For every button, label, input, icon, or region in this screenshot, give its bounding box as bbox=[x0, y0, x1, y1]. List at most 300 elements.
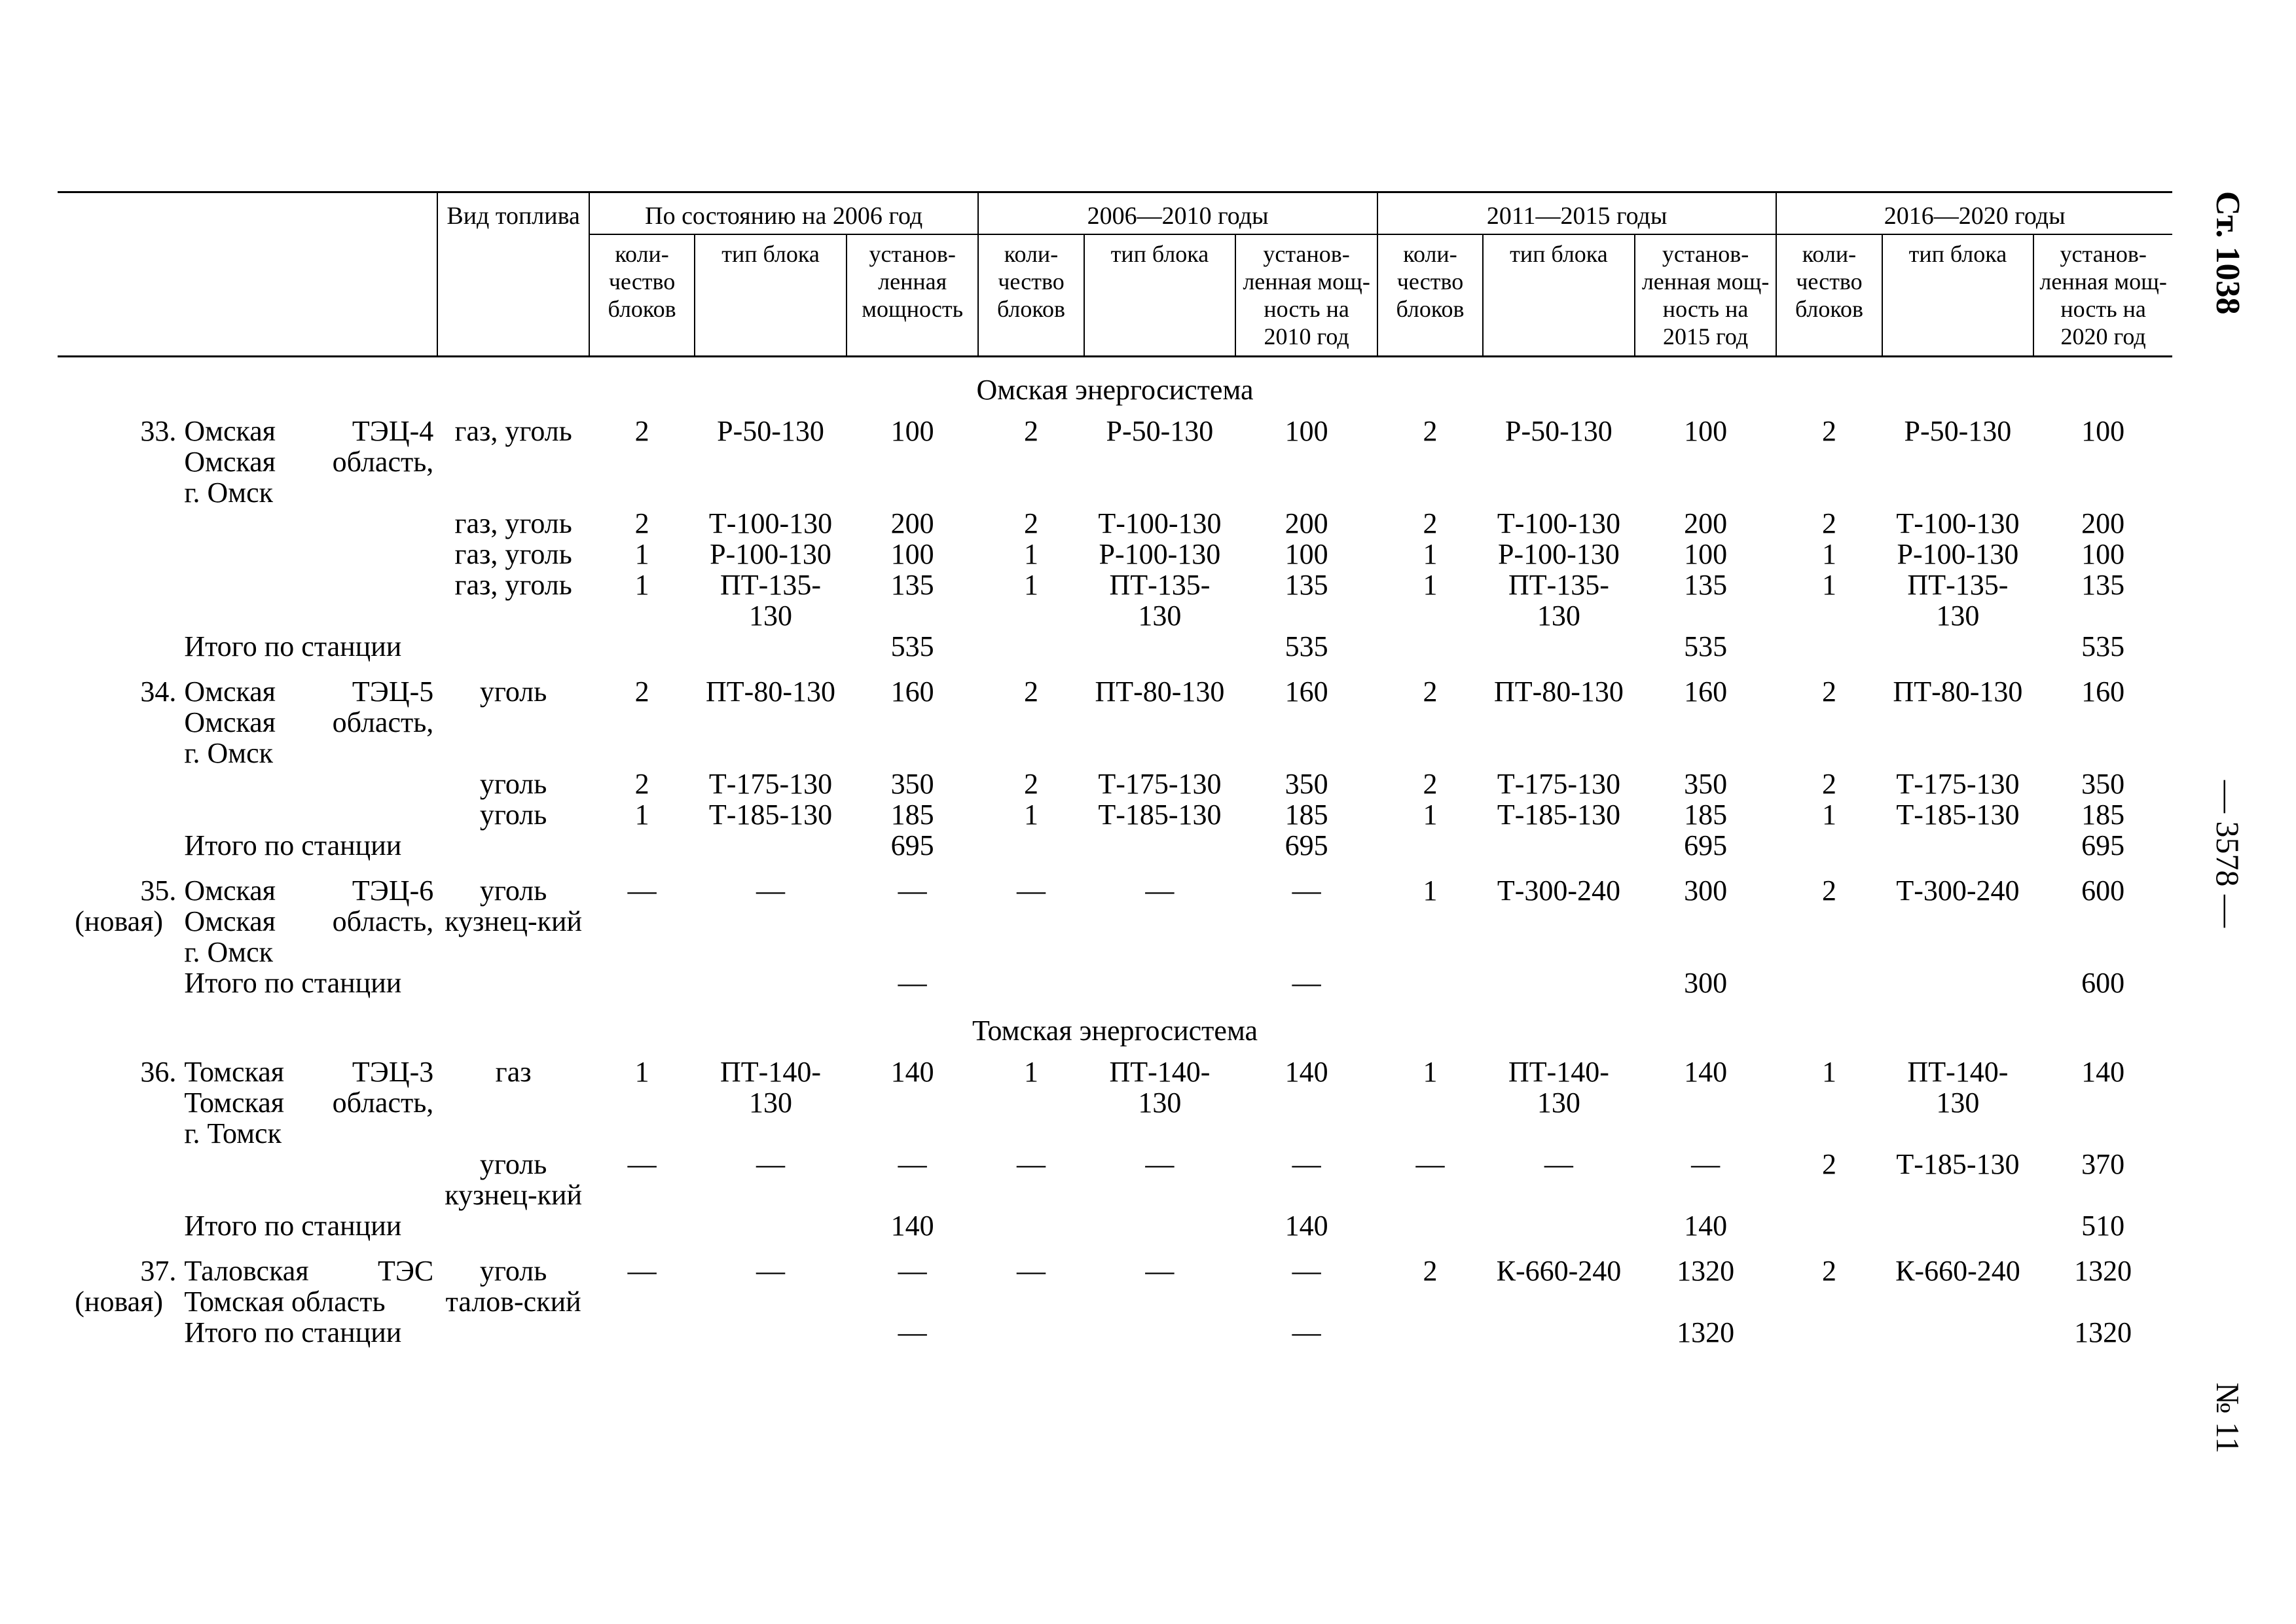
station-new-label: (новая) bbox=[75, 1286, 164, 1318]
installed-capacity: 100 bbox=[1285, 538, 1328, 570]
block-count: 1 bbox=[1023, 799, 1038, 831]
total-spacer bbox=[978, 1210, 1084, 1241]
installed-capacity: 185 bbox=[1684, 799, 1728, 831]
total-spacer bbox=[1882, 1210, 2034, 1241]
installed-capacity: 160 bbox=[2081, 676, 2125, 708]
block-count: 2 bbox=[1423, 1255, 1438, 1287]
block-type: ПТ-80-130 bbox=[1095, 676, 1225, 708]
station-name bbox=[180, 799, 437, 830]
total-spacer bbox=[1776, 631, 1882, 662]
header-group-2015: 2011—2015 годы bbox=[1377, 192, 1776, 235]
station-number bbox=[58, 569, 180, 631]
block-count: 1 bbox=[634, 569, 649, 601]
installed-capacity: 350 bbox=[1684, 768, 1728, 800]
total-spacer bbox=[589, 1210, 695, 1241]
total-spacer bbox=[1377, 967, 1483, 998]
station-number-text: 33. bbox=[140, 415, 177, 447]
block-type: Т-300-240 bbox=[1896, 875, 2020, 907]
installed-capacity: 185 bbox=[890, 799, 934, 831]
station-new-label: (новая) bbox=[75, 905, 164, 937]
total-spacer bbox=[1882, 830, 2034, 861]
total-spacer bbox=[1377, 1317, 1483, 1348]
block-count: 2 bbox=[634, 768, 649, 800]
block-type: Т-100-130 bbox=[1098, 507, 1222, 539]
installed-capacity: 100 bbox=[890, 415, 934, 447]
station-name bbox=[180, 569, 437, 631]
header-capacity: установ-ленная мощ-ность на 2020 год bbox=[2039, 241, 2167, 350]
total-spacer bbox=[1483, 1210, 1635, 1241]
fuel-type: газ, уголь bbox=[454, 569, 572, 601]
installed-capacity: 200 bbox=[890, 507, 934, 539]
total-capacity: 535 bbox=[1684, 630, 1728, 662]
fuel-type: уголь bbox=[479, 799, 547, 831]
block-count: 1 bbox=[634, 1056, 649, 1088]
page-number: — 3578 — bbox=[2210, 780, 2246, 928]
section-row bbox=[58, 357, 2172, 416]
total-capacity: 535 bbox=[2081, 630, 2125, 662]
block-type: Р-50-130 bbox=[1904, 415, 2012, 447]
table-row bbox=[58, 416, 2172, 508]
total-capacity: 510 bbox=[2081, 1210, 2125, 1242]
total-capacity: — bbox=[898, 967, 927, 999]
total-spacer bbox=[1377, 1210, 1483, 1241]
block-type: Т-185-130 bbox=[1098, 799, 1222, 831]
block-type: Р-50-130 bbox=[1505, 415, 1613, 447]
table-row bbox=[58, 1056, 2172, 1149]
block-count: 2 bbox=[1423, 676, 1438, 708]
header-group-2006: По состоянию на 2006 год bbox=[589, 192, 978, 235]
block-type: Т-100-130 bbox=[1497, 507, 1621, 539]
block-type: ПТ-135-130 bbox=[1109, 569, 1211, 632]
total-capacity: 1320 bbox=[2074, 1316, 2132, 1348]
block-type: Т-100-130 bbox=[708, 507, 833, 539]
station-number bbox=[58, 416, 180, 508]
issue-number: № 11 bbox=[2210, 1382, 2246, 1454]
fuel-type: уголь кузнец-кий bbox=[445, 875, 583, 937]
total-spacer bbox=[1483, 631, 1635, 662]
total-spacer bbox=[1084, 830, 1236, 861]
total-spacer bbox=[1483, 830, 1635, 861]
table-row bbox=[58, 1149, 2172, 1210]
total-spacer bbox=[695, 631, 847, 662]
block-count: 2 bbox=[1423, 768, 1438, 800]
block-count: — bbox=[627, 1255, 657, 1287]
installed-capacity: 100 bbox=[2081, 538, 2125, 570]
block-type: Р-100-130 bbox=[1498, 538, 1620, 570]
block-type: — bbox=[1145, 1255, 1175, 1287]
fuel-type: газ, уголь bbox=[454, 415, 572, 447]
installed-capacity: — bbox=[1691, 1148, 1721, 1180]
fuel-type: уголь bbox=[479, 768, 547, 800]
total-label: Итого по станции bbox=[184, 1316, 402, 1348]
installed-capacity: 185 bbox=[1285, 799, 1328, 831]
header-blank bbox=[58, 192, 437, 357]
header-count: коли-чество блоков bbox=[1776, 234, 1882, 357]
block-count: 2 bbox=[1821, 507, 1836, 539]
total-spacer bbox=[1776, 1210, 1882, 1241]
block-count: 2 bbox=[1821, 768, 1836, 800]
block-count: 1 bbox=[1023, 569, 1038, 601]
installed-capacity: — bbox=[898, 875, 927, 907]
header-type: тип блока bbox=[1483, 234, 1635, 357]
station-name-line: Томская ТЭЦ-3 bbox=[184, 1056, 434, 1088]
total-spacer bbox=[58, 631, 180, 662]
block-count: 2 bbox=[1821, 1148, 1836, 1180]
block-count: 2 bbox=[634, 676, 649, 708]
installed-capacity: 350 bbox=[2081, 768, 2125, 800]
total-capacity: — bbox=[1292, 967, 1321, 999]
block-count: — bbox=[627, 875, 657, 907]
installed-capacity: 135 bbox=[1684, 569, 1728, 601]
header-fuel: Вид топлива bbox=[437, 192, 589, 357]
station-name-line: Томская область bbox=[184, 1286, 386, 1318]
fuel-type: газ, уголь bbox=[454, 507, 572, 539]
block-type: ПТ-135-130 bbox=[720, 569, 821, 632]
total-spacer bbox=[1483, 967, 1635, 998]
block-type: Т-185-130 bbox=[1896, 799, 2020, 831]
block-count: 1 bbox=[1423, 538, 1438, 570]
station-name-line: Омская ТЭЦ-5 bbox=[184, 676, 434, 708]
fuel-type: уголь кузнец-кий bbox=[445, 1148, 583, 1211]
power-plants-table bbox=[58, 191, 2172, 1348]
table-row bbox=[58, 799, 2172, 830]
block-count: — bbox=[627, 1148, 657, 1180]
block-count: 1 bbox=[1821, 538, 1836, 570]
station-name bbox=[180, 1241, 437, 1317]
installed-capacity: 300 bbox=[1684, 875, 1728, 907]
station-name bbox=[180, 539, 437, 569]
station-name-line: Омская область, bbox=[184, 706, 434, 738]
installed-capacity: 200 bbox=[1684, 507, 1728, 539]
total-capacity: 695 bbox=[1285, 829, 1328, 861]
station-number-text: 37. bbox=[140, 1255, 177, 1287]
block-count: 2 bbox=[1023, 768, 1038, 800]
fuel-type: уголь bbox=[479, 676, 547, 708]
block-type: — bbox=[1145, 1148, 1175, 1180]
installed-capacity: 135 bbox=[1285, 569, 1328, 601]
block-type: — bbox=[756, 1255, 786, 1287]
installed-capacity: 160 bbox=[1684, 676, 1728, 708]
station-name bbox=[180, 861, 437, 967]
station-total-row bbox=[58, 1210, 2172, 1241]
block-type: ПТ-135-130 bbox=[1508, 569, 1609, 632]
header-capacity: установ-ленная мощ-ность на 2010 год bbox=[1243, 241, 1370, 350]
station-number bbox=[58, 1149, 180, 1210]
block-type: ПТ-80-130 bbox=[1493, 676, 1624, 708]
total-spacer bbox=[1084, 1210, 1236, 1241]
station-number bbox=[58, 768, 180, 799]
station-name-line: Омская область, bbox=[184, 905, 434, 937]
installed-capacity: 100 bbox=[2081, 415, 2125, 447]
installed-capacity: 100 bbox=[1684, 415, 1728, 447]
station-name bbox=[180, 416, 437, 508]
block-type: Т-175-130 bbox=[1497, 768, 1621, 800]
total-spacer bbox=[589, 967, 695, 998]
station-number bbox=[58, 1056, 180, 1149]
block-type: Р-100-130 bbox=[710, 538, 831, 570]
header-type: тип блока bbox=[695, 234, 847, 357]
header-count: коли-чество блоков bbox=[1377, 234, 1483, 357]
total-spacer bbox=[1084, 1317, 1236, 1348]
installed-capacity: 135 bbox=[2081, 569, 2125, 601]
block-count: 1 bbox=[634, 538, 649, 570]
total-spacer bbox=[58, 1210, 180, 1241]
total-capacity: 535 bbox=[890, 630, 934, 662]
total-label: Итого по станции bbox=[184, 829, 402, 861]
station-number bbox=[58, 539, 180, 569]
block-type: ПТ-135-130 bbox=[1907, 569, 2009, 632]
block-type: Т-175-130 bbox=[1896, 768, 2020, 800]
block-count: 1 bbox=[634, 799, 649, 831]
block-type: К-660-240 bbox=[1496, 1255, 1622, 1287]
station-name-line: г. Омск bbox=[184, 477, 273, 509]
installed-capacity: 100 bbox=[1285, 415, 1328, 447]
block-type: Т-100-130 bbox=[1896, 507, 2020, 539]
table-header bbox=[58, 192, 2172, 357]
installed-capacity: 140 bbox=[1285, 1056, 1328, 1088]
block-type: Т-300-240 bbox=[1497, 875, 1621, 907]
block-type: — bbox=[1544, 1148, 1573, 1180]
block-type: Т-175-130 bbox=[708, 768, 833, 800]
station-name bbox=[180, 508, 437, 539]
installed-capacity: 160 bbox=[1285, 676, 1328, 708]
total-spacer bbox=[978, 631, 1084, 662]
block-count: 2 bbox=[1023, 507, 1038, 539]
station-name-line: Таловская ТЭС bbox=[184, 1255, 434, 1287]
block-type: ПТ-140-130 bbox=[1109, 1056, 1211, 1119]
total-capacity: 695 bbox=[2081, 829, 2125, 861]
station-name bbox=[180, 768, 437, 799]
total-spacer bbox=[1882, 1317, 2034, 1348]
total-spacer bbox=[1084, 967, 1236, 998]
total-label: Итого по станции bbox=[184, 630, 402, 662]
total-capacity: 1320 bbox=[1677, 1316, 1735, 1348]
table-body bbox=[58, 357, 2172, 1348]
header-capacity: установ-ленная мощ-ность на 2015 год bbox=[1641, 241, 1770, 350]
block-type: К-660-240 bbox=[1895, 1255, 2020, 1287]
block-type: ПТ-80-130 bbox=[706, 676, 835, 708]
total-capacity: 140 bbox=[890, 1210, 934, 1242]
block-count: 1 bbox=[1821, 799, 1836, 831]
installed-capacity: 1320 bbox=[2074, 1255, 2132, 1287]
block-count: 2 bbox=[1423, 507, 1438, 539]
table-row bbox=[58, 861, 2172, 967]
total-label: Итого по станции bbox=[184, 1210, 402, 1242]
installed-capacity: — bbox=[898, 1148, 927, 1180]
block-type: ПТ-140-130 bbox=[720, 1056, 821, 1119]
block-type: Р-100-130 bbox=[1897, 538, 2019, 570]
total-capacity: — bbox=[898, 1316, 927, 1348]
block-count: 2 bbox=[634, 415, 649, 447]
block-count: — bbox=[1016, 875, 1046, 907]
station-number bbox=[58, 508, 180, 539]
station-name-line: г. Омск bbox=[184, 936, 273, 968]
block-count: 2 bbox=[1423, 415, 1438, 447]
block-count: 1 bbox=[1423, 799, 1438, 831]
block-type: ПТ-140-130 bbox=[1907, 1056, 2009, 1119]
station-number bbox=[58, 662, 180, 768]
block-type: Т-175-130 bbox=[1098, 768, 1222, 800]
station-name-line: г. Томск bbox=[184, 1117, 282, 1149]
table-row bbox=[58, 508, 2172, 539]
block-count: 1 bbox=[1821, 1056, 1836, 1088]
total-capacity: 695 bbox=[1684, 829, 1728, 861]
block-type: Р-50-130 bbox=[1106, 415, 1214, 447]
total-capacity: 140 bbox=[1285, 1210, 1328, 1242]
block-count: 1 bbox=[1023, 538, 1038, 570]
section-row bbox=[58, 998, 2172, 1056]
block-type: ПТ-80-130 bbox=[1893, 676, 2023, 708]
block-type: — bbox=[756, 875, 786, 907]
station-total-row bbox=[58, 830, 2172, 861]
total-spacer bbox=[589, 1317, 695, 1348]
station-number bbox=[58, 1241, 180, 1317]
block-type: Р-100-130 bbox=[1099, 538, 1221, 570]
station-name-line: Томская область, bbox=[184, 1087, 434, 1119]
article-number: Ст. 1038 bbox=[2209, 191, 2246, 315]
total-spacer bbox=[1776, 1317, 1882, 1348]
section-title: Омская энергосистема bbox=[976, 374, 1254, 406]
total-spacer bbox=[695, 830, 847, 861]
total-capacity: 300 bbox=[1684, 967, 1728, 999]
installed-capacity: 135 bbox=[890, 569, 934, 601]
header-group-2020: 2016—2020 годы bbox=[1776, 192, 2172, 235]
block-type: Т-185-130 bbox=[1896, 1148, 2020, 1180]
total-spacer bbox=[589, 830, 695, 861]
total-capacity: — bbox=[1292, 1316, 1321, 1348]
block-count: 1 bbox=[1423, 1056, 1438, 1088]
fuel-type: газ bbox=[495, 1056, 532, 1088]
total-spacer bbox=[695, 967, 847, 998]
station-number bbox=[58, 799, 180, 830]
total-spacer bbox=[1084, 631, 1236, 662]
block-count: 2 bbox=[1821, 875, 1836, 907]
installed-capacity: 600 bbox=[2081, 875, 2125, 907]
block-type: Т-185-130 bbox=[708, 799, 833, 831]
total-spacer bbox=[58, 1317, 180, 1348]
header-type: тип блока bbox=[1084, 234, 1236, 357]
installed-capacity: 100 bbox=[1684, 538, 1728, 570]
document-page bbox=[58, 191, 2172, 1348]
station-number-text: 35. bbox=[140, 875, 177, 907]
block-count: 1 bbox=[1023, 1056, 1038, 1088]
station-total-row bbox=[58, 631, 2172, 662]
total-spacer bbox=[1377, 830, 1483, 861]
table-row bbox=[58, 1241, 2172, 1317]
total-capacity: 600 bbox=[2081, 967, 2125, 999]
installed-capacity: 350 bbox=[1285, 768, 1328, 800]
header-count: коли-чество блоков bbox=[978, 234, 1084, 357]
block-count: — bbox=[1415, 1148, 1445, 1180]
installed-capacity: — bbox=[1292, 875, 1321, 907]
block-count: 2 bbox=[634, 507, 649, 539]
total-spacer bbox=[1882, 631, 2034, 662]
total-spacer bbox=[1483, 1317, 1635, 1348]
installed-capacity: 100 bbox=[890, 538, 934, 570]
station-name-line: г. Омск bbox=[184, 737, 273, 769]
block-type: ПТ-140-130 bbox=[1508, 1056, 1609, 1119]
station-number bbox=[58, 861, 180, 967]
total-spacer bbox=[1776, 967, 1882, 998]
installed-capacity: 200 bbox=[2081, 507, 2125, 539]
header-group-2010: 2006—2010 годы bbox=[978, 192, 1377, 235]
block-count: 1 bbox=[1423, 569, 1438, 601]
total-capacity: 535 bbox=[1285, 630, 1328, 662]
station-name-line: Омская ТЭЦ-4 bbox=[184, 415, 434, 447]
installed-capacity: — bbox=[1292, 1148, 1321, 1180]
block-count: — bbox=[1016, 1148, 1046, 1180]
block-count: 2 bbox=[1821, 676, 1836, 708]
installed-capacity: 140 bbox=[890, 1056, 934, 1088]
total-spacer bbox=[58, 967, 180, 998]
block-type: Р-50-130 bbox=[717, 415, 824, 447]
station-name-line: Омская область, bbox=[184, 446, 434, 478]
station-total-row bbox=[58, 967, 2172, 998]
page-margin-labels bbox=[2206, 191, 2259, 1454]
installed-capacity: 1320 bbox=[1677, 1255, 1735, 1287]
installed-capacity: — bbox=[1292, 1255, 1321, 1287]
table-row bbox=[58, 768, 2172, 799]
total-capacity: 695 bbox=[890, 829, 934, 861]
station-name bbox=[180, 662, 437, 768]
installed-capacity: 185 bbox=[2081, 799, 2125, 831]
total-spacer bbox=[589, 631, 695, 662]
block-count: — bbox=[1016, 1255, 1046, 1287]
block-type: — bbox=[756, 1148, 786, 1180]
total-spacer bbox=[695, 1210, 847, 1241]
total-capacity: 140 bbox=[1684, 1210, 1728, 1242]
station-name-line: Омская ТЭЦ-6 bbox=[184, 875, 434, 907]
fuel-type: уголь талов-ский bbox=[445, 1255, 581, 1318]
block-count: 2 bbox=[1821, 1255, 1836, 1287]
total-spacer bbox=[1882, 967, 2034, 998]
installed-capacity: 350 bbox=[890, 768, 934, 800]
station-total-row bbox=[58, 1317, 2172, 1348]
table-row bbox=[58, 569, 2172, 631]
installed-capacity: 140 bbox=[1684, 1056, 1728, 1088]
installed-capacity: — bbox=[898, 1255, 927, 1287]
installed-capacity: 160 bbox=[890, 676, 934, 708]
total-spacer bbox=[1377, 631, 1483, 662]
station-number-text: 34. bbox=[140, 676, 177, 708]
total-spacer bbox=[978, 830, 1084, 861]
header-count: коли-чество блоков bbox=[589, 234, 695, 357]
block-count: 2 bbox=[1023, 676, 1038, 708]
total-spacer bbox=[978, 967, 1084, 998]
total-spacer bbox=[695, 1317, 847, 1348]
block-count: 2 bbox=[1023, 415, 1038, 447]
block-type: — bbox=[1145, 875, 1175, 907]
header-type: тип блока bbox=[1882, 234, 2034, 357]
installed-capacity: 370 bbox=[2081, 1148, 2125, 1180]
station-name bbox=[180, 1149, 437, 1210]
table-row bbox=[58, 539, 2172, 569]
header-capacity: установ-ленная мощность bbox=[862, 241, 964, 322]
section-title: Томская энергосистема bbox=[972, 1015, 1258, 1047]
station-number-text: 36. bbox=[140, 1056, 177, 1088]
total-spacer bbox=[978, 1317, 1084, 1348]
station-name bbox=[180, 1056, 437, 1149]
total-spacer bbox=[58, 830, 180, 861]
installed-capacity: 140 bbox=[2081, 1056, 2125, 1088]
block-type: Т-185-130 bbox=[1497, 799, 1621, 831]
block-count: 1 bbox=[1821, 569, 1836, 601]
total-spacer bbox=[1776, 830, 1882, 861]
block-count: 2 bbox=[1821, 415, 1836, 447]
total-label: Итого по станции bbox=[184, 967, 402, 999]
fuel-type: газ, уголь bbox=[454, 538, 572, 570]
block-count: 1 bbox=[1423, 875, 1438, 907]
